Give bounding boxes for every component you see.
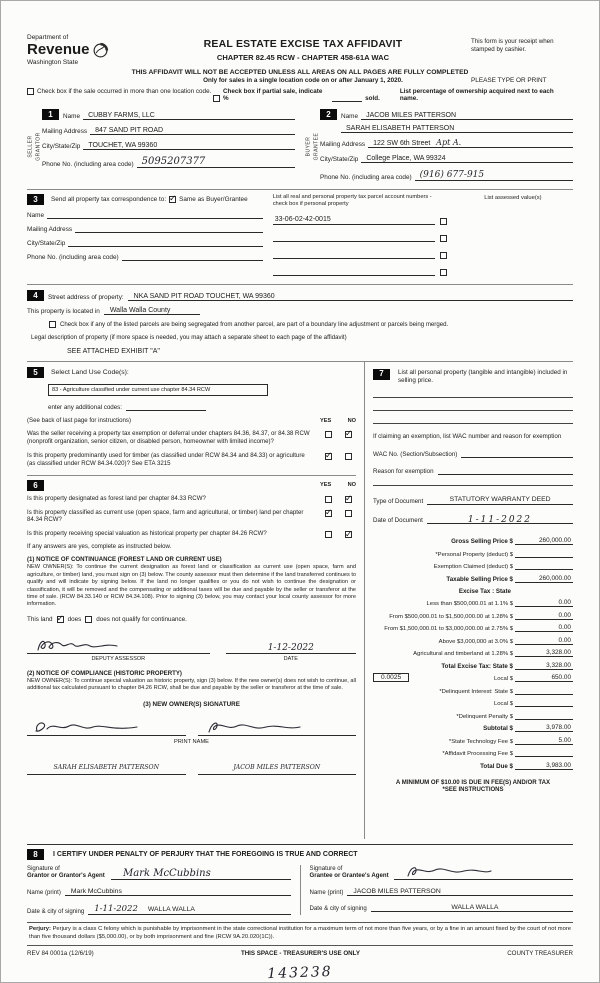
s3-name-label: Name	[27, 211, 45, 219]
deputy-assessor-label: DEPUTY ASSESSOR	[91, 655, 146, 662]
grantor-name-print-label: Name (print)	[27, 889, 61, 897]
located-in-label: This property is located in	[27, 307, 100, 315]
money-label: From $500,000.01 to $1,500,000.00 at 1.28% $	[389, 613, 513, 620]
buyer-mailing-label: Mailing Address	[320, 140, 366, 148]
s3-csz-label: City/State/Zip	[27, 239, 66, 247]
personal-property-title: List all personal property (tangible and intangible) included in selling price.	[398, 368, 568, 384]
delinquent-interest-local-value[interactable]	[515, 706, 573, 707]
revenue-swirl-icon	[92, 42, 109, 59]
treasurer-space-label: THIS SPACE - TREASURER'S USE ONLY	[240, 949, 360, 957]
partial-sale-checkbox[interactable]	[213, 95, 220, 102]
new-owner-signature-1[interactable]	[27, 720, 186, 736]
reason-exemption-field[interactable]	[438, 466, 573, 475]
certify-statement: I CERTIFY UNDER PENALTY OF PERJURY THAT THE FOREGOING IS TRUE AND CORRECT	[53, 850, 358, 858]
grantee-signature-label-1: Signature of	[309, 864, 343, 872]
s6-question-1: Is this property designated as forest land per chapter 84.33 RCW?	[27, 494, 206, 502]
section-3	[27, 189, 573, 276]
agricultural-timberland-value[interactable]: 3,328.00	[515, 649, 573, 657]
seller-phone-label: Phone No. (including area code)	[42, 160, 134, 168]
grantee-date-city-value[interactable]: WALLA WALLA	[371, 904, 573, 912]
s6-q3-yes-checkbox[interactable]	[325, 531, 332, 538]
grantee-name-print-value[interactable]: JACOB MILES PATTERSON	[347, 888, 573, 896]
personal-property-deduct-value[interactable]	[515, 557, 573, 558]
seller-phone-value[interactable]: 5095207377	[141, 155, 206, 167]
buyer-section	[305, 109, 573, 181]
revenue-logo	[27, 35, 135, 67]
multi-location-label: Check box if the sale occurred in more than one location code.	[37, 87, 212, 95]
section-5-number: 5	[27, 367, 44, 378]
county-value[interactable]: Walla Walla County	[104, 307, 201, 315]
personal-property-line-2[interactable]	[373, 398, 573, 411]
form-chapters: CHAPTER 82.45 RCW - CHAPTER 458-61A WAC	[216, 53, 390, 62]
yes-header: YES	[320, 482, 332, 489]
minimum-fee-note: A MINIMUM OF $10.00 IS DUE IN FEE(S) AND/OR TAX	[395, 778, 551, 786]
deputy-date-field[interactable]: 1-12-2022	[226, 637, 356, 654]
excise-tax-state-header: Excise Tax : State	[458, 587, 511, 595]
personal-property-line-1[interactable]	[373, 385, 573, 398]
money-label: Total Due $	[480, 762, 513, 770]
personal-property-line-3[interactable]	[373, 411, 573, 424]
seller-csz-label: City/State/Zip	[42, 142, 81, 150]
seller-side-label: SELLER GRANTOR	[27, 131, 41, 161]
owner-signature-2-icon	[204, 719, 304, 735]
type-of-document-value[interactable]: STATUTORY WARRANTY DEED	[427, 496, 573, 505]
s6-q2-yes-checkbox[interactable]	[325, 510, 332, 517]
local-tax-value[interactable]: 650.00	[515, 674, 573, 682]
legal-description-label: Legal description of property (if more space is needed, you may attach a separate sheet to each page of the affidavit)	[31, 333, 347, 341]
send-correspondence-label: Send all property tax correspondence to:	[51, 195, 167, 203]
legal-description-value[interactable]: SEE ATTACHED EXHIBIT "A"	[67, 347, 160, 355]
s6-q1-no-checkbox[interactable]	[345, 496, 352, 503]
perjury-text: Perjury is a class C felony which is punishable by imprisonment in the state correctional institution for a maximum term of not more than five years, or by a fine in an amount fixed by the court of not more than five thousand dollars ($5,000.00), or by both imprisonment and fine (RCW 9A.20.020(1C)).	[29, 926, 571, 940]
grantor-signing-block	[27, 865, 300, 915]
receipt-note: This form is your receipt when stamped by cashier.	[471, 38, 554, 54]
money-label: Exemption Claimed (deduct) $	[433, 564, 513, 571]
perjury-notice	[27, 922, 573, 946]
wac-label: WAC No. (Section/Subsection)	[373, 450, 458, 458]
buyer-name-value[interactable]: JACOB MILES PATTERSON	[361, 112, 573, 120]
rate-1-value[interactable]: 0.00	[515, 599, 573, 607]
affidavit-processing-fee-value[interactable]	[515, 756, 573, 757]
notice2-body: NEW OWNER(S): To continue special valuation as historic property, sign (3) below. If the new owner(s) does not wish to continue, all additional tax calculated pursuant to chapter 84.26 RCW, shall be due and payable by the seller or transferor at the time of sale.	[27, 677, 356, 692]
form-revision-number: REV 84 0001a (12/6/19)	[27, 949, 94, 957]
land-use-code-value[interactable]: 83 - Agriculture classified under current use chapter 84.34 RCW	[48, 384, 268, 396]
see-back-note: (See back of last page for instructions)	[27, 416, 131, 424]
section-3-number: 3	[27, 194, 44, 205]
no-header: NO	[347, 482, 356, 489]
s3-phone-label: Phone No. (including area code)	[27, 253, 119, 261]
reason-exemption-line-2[interactable]	[373, 475, 573, 486]
s6-q1-yes-checkbox[interactable]	[325, 496, 332, 503]
yes-header: YES	[320, 417, 332, 424]
sold-label: sold.	[365, 94, 380, 102]
print-name-1-value[interactable]: SARAH ELISABETH PATTERSON	[53, 764, 160, 772]
grantee-signing-block	[300, 865, 574, 915]
money-label: From $1,500,000.01 to $3,000,000.00 at 2.75% $	[384, 626, 513, 633]
exemption-claim-label: If claiming an exemption, list WAC number and reason for exemption	[373, 432, 562, 440]
local-rate-value[interactable]: 0.0025	[373, 673, 409, 682]
taxable-selling-price-value[interactable]: 260,000.00	[515, 575, 573, 583]
does-qualify-checkbox[interactable]	[57, 616, 64, 623]
rate-3-value[interactable]: 0.00	[515, 624, 573, 632]
date-of-document-value[interactable]: 1-11-2022	[467, 514, 533, 525]
deputy-assessor-signature-icon	[35, 637, 121, 653]
money-label: Total Excise Tax: State $	[441, 662, 513, 670]
partial-sale-percent-field[interactable]	[332, 94, 362, 102]
buyer-name2-value[interactable]: SARAH ELISABETH PATTERSON	[341, 125, 573, 133]
s6-q3-no-checkbox[interactable]	[345, 531, 352, 538]
same-as-buyer-label: Same as Buyer/Grantee	[179, 195, 248, 203]
subtotal-value[interactable]: 3,978.00	[515, 724, 573, 732]
s6-question-2: Is this property classified as current use (open space, farm and agricultural, or timber) land per chapter 84.34 RCW?	[27, 508, 304, 524]
s3-mailing-value[interactable]	[75, 232, 263, 233]
date-of-document-label: Date of Document	[373, 516, 423, 524]
section-8-number: 8	[27, 849, 44, 860]
money-label: *Affidavit Processing Fee $	[442, 751, 513, 758]
section-7-number: 7	[373, 369, 390, 380]
section-8	[27, 844, 573, 915]
treasurer-stamp-number: 143238	[267, 963, 333, 982]
buyer-csz-label: City/State/Zip	[320, 155, 359, 163]
delinquent-penalty-value[interactable]	[515, 719, 573, 720]
section-1-number: 1	[42, 109, 59, 120]
seller-mailing-value[interactable]: 847 SAND PIT ROAD	[90, 127, 295, 135]
grantee-date-city-label: Date & city of signing	[309, 905, 367, 913]
parcel-2-personal-checkbox[interactable]	[440, 235, 447, 242]
parcel-number-value[interactable]	[273, 267, 435, 276]
grantor-date-value: 1-11-2022	[94, 904, 138, 915]
grantor-date-city-value[interactable]	[88, 904, 290, 915]
print-name-2-value[interactable]: JACOB MILES PATTERSON	[233, 764, 321, 772]
additional-codes-field[interactable]	[126, 403, 206, 411]
wac-value-field[interactable]	[461, 449, 573, 458]
form-title: REAL ESTATE EXCISE TAX AFFIDAVIT	[203, 38, 403, 50]
rate-4-value[interactable]: 0.00	[515, 637, 573, 645]
seller-name-label: Name	[63, 112, 81, 120]
money-label: Less than $500,000.01 at 1.1% $	[426, 601, 513, 608]
new-owner-signature-2[interactable]	[198, 720, 357, 736]
multi-location-checkbox[interactable]	[27, 88, 34, 95]
new-owner-signature-label: (3) NEW OWNER(S) SIGNATURE	[143, 701, 240, 709]
s5-question-2: Is this property predominantly used for timber (as classified under RCW 84.34 and 84.33) or agriculture (as classified under RCW 84.34.020)? See ETA 3215	[27, 451, 305, 467]
s3-name-value[interactable]	[47, 218, 263, 219]
logo-revenue-text: Revenue	[27, 41, 90, 59]
section-2-number: 2	[320, 109, 337, 120]
notice1-body: NEW OWNER(S): To continue the current designation as forest land or classification as current use (open space, farm and agriculture, or timber) land, you must sign on (3) below. The county assessor must then determine if the land transferred continues to qualify and will indicate by signing below. If the land no longer qualifies or you do not wish to continue the designation or classification, it will be removed and the compensating or additional taxes will be due and payable by the seller or transferor at the time of sale. (RCW 84.33.140 or RCW 84.34.108). Prior to signing (3) below, you may contact your local county assessor for more information.	[27, 564, 356, 608]
parcel-header: List all real and personal property tax parcel account numbers - check box if personal property	[272, 193, 432, 207]
grantor-name-print-value[interactable]: Mark McCubbins	[65, 888, 291, 896]
money-label: *Delinquent Interest: State $	[439, 688, 513, 695]
buyer-phone-value[interactable]: (916) 677-915	[419, 169, 485, 180]
buyer-mailing-apt-value[interactable]: Apt A.	[436, 137, 462, 147]
state-technology-fee-value[interactable]: 5.00	[515, 737, 573, 745]
money-label: Gross Selling Price $	[451, 538, 513, 546]
perjury-lead: Perjury:	[29, 926, 51, 933]
money-label: Taxable Selling Price $	[446, 575, 513, 583]
gross-selling-price-value[interactable]: 260,000.00	[515, 537, 573, 545]
buyer-phone-label: Phone No. (including area code)	[320, 173, 412, 181]
grantee-signature-label-2: Grantee or Grantee's Agent	[309, 872, 389, 880]
buyer-csz-value[interactable]: College Place, WA 99324	[361, 155, 573, 163]
type-of-document-label: Type of Document	[373, 497, 424, 505]
money-label: *Personal Property (deduct) $	[435, 551, 513, 558]
segregated-checkbox[interactable]	[49, 321, 56, 328]
money-label: Local $	[494, 701, 513, 708]
s6-question-3: Is this property receiving special valuation as historical property per chapter 84.26 RCW?	[27, 530, 267, 538]
notice1-title: (1) NOTICE OF CONTINUANCE (FOREST LAND OR CURRENT USE)	[27, 556, 222, 564]
segregated-label: Check box if any of the listed parcels are being segregated from another parcel, are part of a boundary line adjustment or parcels being merged.	[60, 320, 449, 328]
grantee-signature-field[interactable]	[394, 865, 574, 880]
deputy-assessor-signature[interactable]	[27, 637, 210, 654]
street-address-label: Street address of property:	[48, 293, 124, 301]
partial-sale-label: Check box if partial sale, indicate %	[223, 87, 323, 102]
parcel-1-personal-checkbox[interactable]	[440, 218, 447, 225]
seller-section	[27, 109, 295, 181]
section-4-number: 4	[27, 290, 44, 301]
grantor-city-value: WALLA WALLA	[147, 906, 195, 914]
if-yes-note: If any answers are yes, complete as instructed below.	[27, 543, 172, 551]
grantor-signature-value: Mark McCubbins	[123, 868, 211, 880]
seller-name-value[interactable]: CUBBY FARMS, LLC	[83, 112, 295, 120]
section-5	[27, 367, 356, 468]
section-6	[27, 475, 356, 776]
see-instructions-note: *SEE INSTRUCTIONS	[442, 787, 504, 794]
money-label: *State Technology Fee $	[448, 738, 513, 745]
affidavit-warning: THIS AFFIDAVIT WILL NOT BE ACCEPTED UNLESS ALL AREAS ON ALL PAGES ARE FULLY COMPLETED	[131, 68, 469, 76]
logo-state-text: Washington State	[27, 58, 79, 66]
s5-q2-no-checkbox[interactable]	[345, 453, 352, 460]
s3-phone-value[interactable]	[122, 260, 263, 261]
total-due-value[interactable]: 3,983.00	[515, 762, 573, 770]
only-for-note: Only for sales in a single location code on or after January 1, 2020.	[203, 76, 403, 84]
seller-mailing-label: Mailing Address	[42, 127, 88, 135]
does-label: does	[67, 615, 82, 623]
money-label: Above $3,000,000 at 3.0% $	[438, 638, 513, 645]
total-excise-state-value[interactable]: 3,328.00	[515, 662, 573, 670]
additional-codes-label: enter any additional codes:	[48, 403, 122, 411]
parcel-number-value[interactable]	[273, 233, 435, 242]
does-not-qualify-checkbox[interactable]	[85, 616, 92, 623]
section-6-number: 6	[27, 480, 44, 491]
delinquent-interest-state-value[interactable]	[515, 694, 573, 695]
parcel-4-personal-checkbox[interactable]	[440, 269, 447, 276]
exemption-claimed-value[interactable]	[515, 569, 573, 570]
this-land-label: This land	[27, 615, 53, 623]
county-treasurer-label: COUNTY TREASURER	[507, 949, 573, 957]
print-name-label: PRINT NAME	[174, 739, 209, 746]
s5-q2-yes-checkbox[interactable]	[325, 453, 332, 460]
grantor-date-city-label: Date & city of signing	[27, 908, 85, 916]
form-header	[27, 35, 573, 67]
money-label: Subtotal $	[483, 725, 513, 733]
s5-question-1: Was the seller receiving a property tax exemption or deferral under chapters 84.36, 84.37, or 84.38 RCW (nonprofit organization, senior citizen, or disabled person, homeowner with limited income)?	[27, 429, 310, 445]
no-header: NO	[347, 417, 356, 424]
same-as-buyer-checkbox[interactable]	[169, 196, 176, 203]
grantor-signature-field[interactable]	[111, 865, 291, 880]
buyer-side-label: BUYER GRANTEE	[305, 132, 319, 160]
section-7	[365, 362, 573, 839]
grantee-signature-icon	[404, 864, 494, 879]
date-label: DATE	[283, 655, 298, 662]
owner-signature-1-icon	[33, 719, 143, 735]
logo-dept-text: Department of	[27, 34, 69, 41]
local-label: Local $	[494, 676, 513, 683]
notice2-title: (2) NOTICE OF COMPLIANCE (HISTORIC PROPERTY)	[27, 669, 182, 677]
s5-q1-yes-checkbox[interactable]	[325, 431, 332, 438]
excise-tax-calculation	[373, 533, 573, 770]
parcel-number-value[interactable]: 33-06-02-42-0015	[273, 216, 435, 225]
rate-2-value[interactable]: 0.00	[515, 612, 573, 620]
seller-csz-value[interactable]: TOUCHET, WA 99360	[83, 142, 295, 150]
reason-exemption-label: Reason for exemption	[373, 467, 434, 475]
does-not-label: does not qualify for continuance.	[96, 615, 187, 623]
parcel-number-value[interactable]	[273, 250, 435, 259]
s5-q1-no-checkbox[interactable]	[345, 431, 352, 438]
s6-q2-no-checkbox[interactable]	[345, 510, 352, 517]
ownership-label: List percentage of ownership acquired next to each name.	[399, 87, 554, 102]
land-use-title: Select Land Use Code(s):	[51, 368, 129, 376]
money-label: Agricultural and timberland at 1.28% $	[413, 651, 513, 658]
grantee-name-print-label: Name (print)	[309, 889, 344, 897]
buyer-mailing-value[interactable]: 122 SW 6th Street	[373, 139, 431, 147]
money-label: *Delinquent Penalty $	[456, 713, 513, 720]
s3-mailing-label: Mailing Address	[27, 225, 73, 233]
grantor-signature-label-1: Signature of	[27, 864, 60, 872]
parcel-3-personal-checkbox[interactable]	[440, 252, 447, 259]
street-address-value[interactable]: NKA SAND PIT ROAD TOUCHET, WA 99360	[128, 293, 573, 301]
please-type-note: PLEASE TYPE OR PRINT	[471, 76, 547, 84]
section-4	[27, 284, 573, 355]
grantor-signature-label-2: Grantor or Grantor's Agent	[27, 872, 105, 880]
buyer-name-label: Name	[341, 112, 359, 120]
assessed-values-header: List assessed value(s)	[484, 194, 542, 201]
s3-csz-value[interactable]	[68, 246, 262, 247]
